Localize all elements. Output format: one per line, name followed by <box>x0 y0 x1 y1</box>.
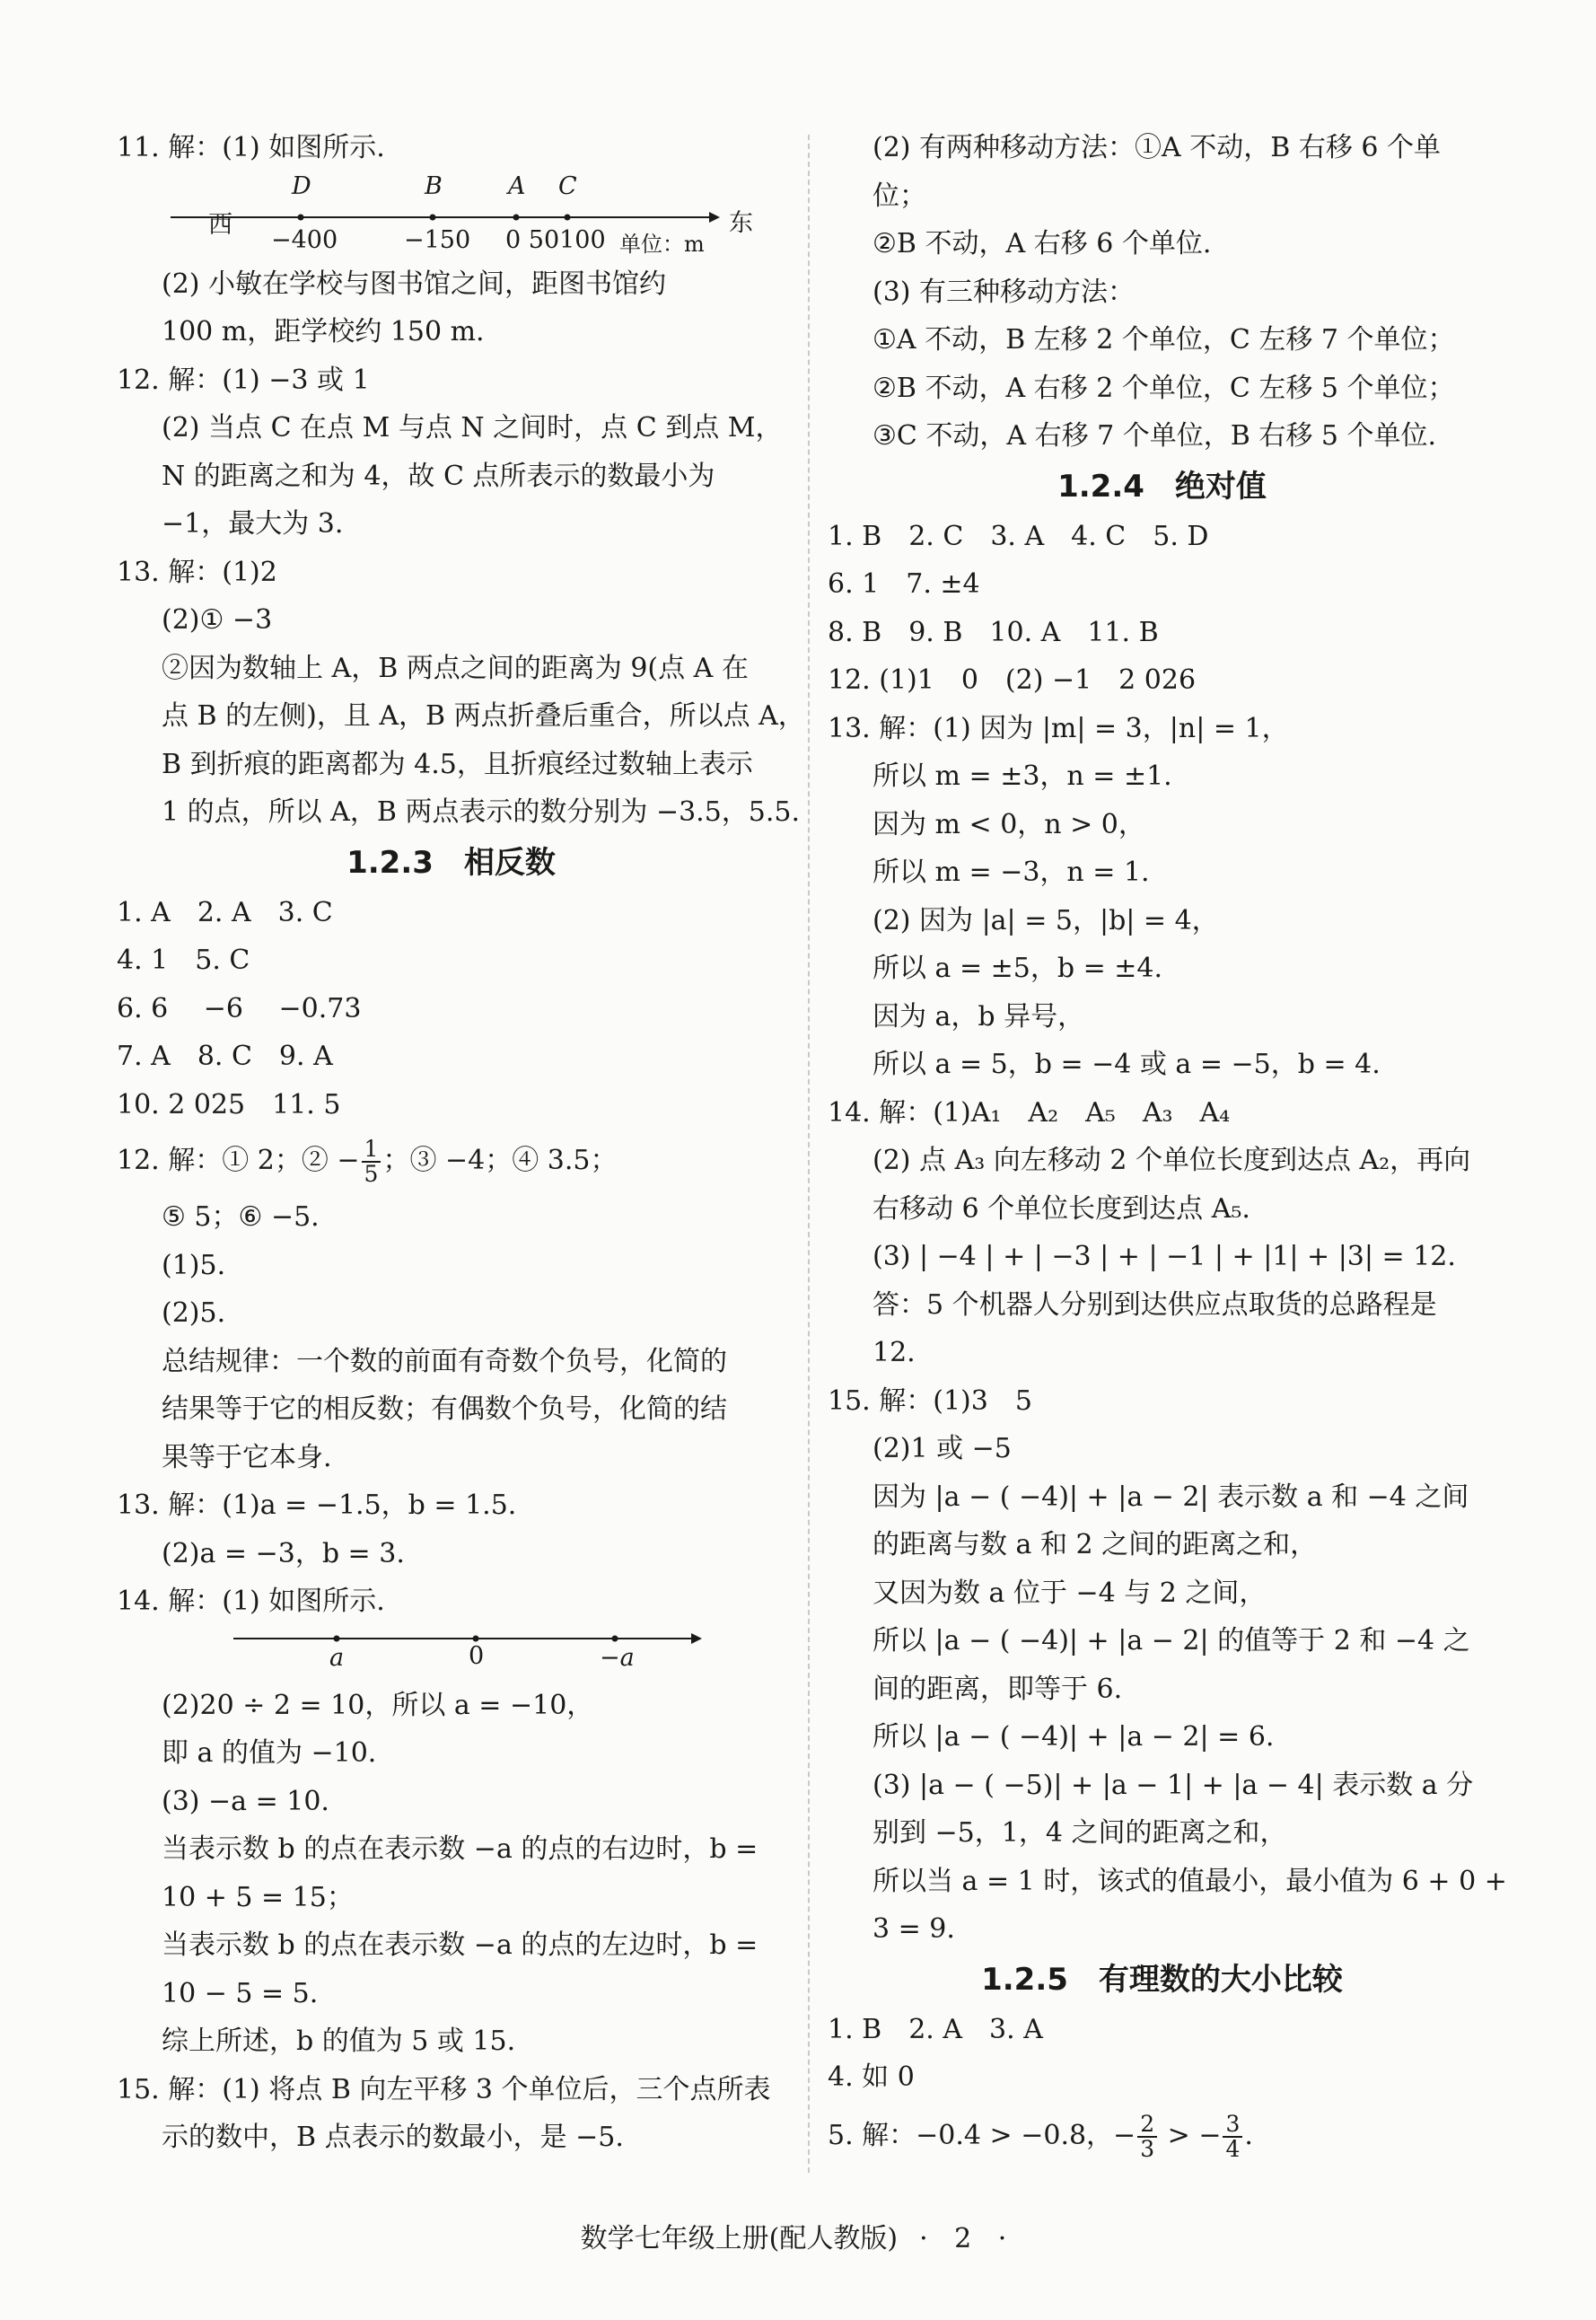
q15r-line: 所以当 a = 1 时，该式的值最小，最小值为 6 + 0 + <box>873 1865 1507 1897</box>
q13r-line: 所以 m = −3，n = 1. <box>873 857 1150 888</box>
q13r-line: (2) 因为 |a| = 5，|b| = 4， <box>873 904 1219 936</box>
q14-line: 10 − 5 = 5. <box>162 1977 319 2009</box>
fraction-numerator: 3 <box>1223 2113 1242 2138</box>
answer-line: 4. 1 5. C <box>117 945 250 976</box>
q15r-line: 又因为数 a 位于 −4 与 2 之间， <box>873 1577 1267 1609</box>
q5-prefix: 5. 解：−0.4 > −0.8，− <box>828 2119 1136 2151</box>
q15-continued-line: ③C 不动，A 右移 7 个单位，B 右移 5 个单位. <box>873 420 1437 452</box>
number-line-14 <box>117 1626 785 1682</box>
fraction-denominator: 5 <box>364 1161 379 1187</box>
q13-line: 1 的点，所以 A，B 两点表示的数分别为 −3.5，5.5. <box>162 796 801 828</box>
point-d-label: D <box>292 171 311 200</box>
q14-line: (3) −a = 10. <box>162 1785 329 1817</box>
answer-line: 1. B 2. A 3. A <box>828 2013 1043 2045</box>
q14-line: 当表示数 b 的点在表示数 −a 的点的左边时，b = <box>162 1929 759 1961</box>
q15-continued-line: (3) 有三种移动方法： <box>873 276 1136 308</box>
answer-line: 7. A 8. C 9. A <box>117 1041 333 1072</box>
point-c-label: C <box>558 171 577 200</box>
left-column <box>117 124 805 2162</box>
answer-line: 1. B 2. C 3. A 4. C 5. D <box>828 520 1209 552</box>
q14-line: 即 a 的值为 −10. <box>162 1737 377 1769</box>
west-label: 西 <box>208 210 232 239</box>
q15r-line: (2)1 或 −5 <box>873 1433 1012 1464</box>
answer-line: 6. 6 −6 −0.73 <box>117 992 362 1024</box>
q12b-line: ⑤ 5；⑥ −5. <box>162 1201 320 1233</box>
q12b-line <box>117 1129 785 1193</box>
q14-line: 14. 解：(1) 如图所示. <box>117 1586 385 1617</box>
q15-continued-line: ②B 不动，A 右移 6 个单位. <box>873 228 1212 259</box>
q12-line: (2) 当点 C 在点 M 与点 N 之间时，点 C 到点 M， <box>162 412 783 444</box>
q14-line: (2)20 ÷ 2 = 10，所以 a = −10， <box>162 1689 594 1721</box>
q13r-line: 所以 a = 5，b = −4 或 a = −5，b = 4. <box>873 1049 1381 1080</box>
point-b-label: B <box>425 171 443 200</box>
q12b-suffix: ；③ −4；④ 3.5； <box>382 1145 618 1176</box>
q15-continued-line: 位； <box>873 180 926 212</box>
q14-line: 10 + 5 = 15； <box>162 1881 354 1913</box>
q13-line: 13. 解：(1)2 <box>117 556 277 588</box>
q15r-line: (3) |a − ( −5)| + |a − 1| + |a − 4| 表示数 a 分 <box>873 1769 1474 1801</box>
answer-line: 8. B 9. B 10. A 11. B <box>828 616 1159 648</box>
fraction-numerator: 1 <box>362 1138 381 1163</box>
q12b-line: (1)5. <box>162 1249 226 1281</box>
unit-label: 单位：m <box>619 231 705 257</box>
q12-line: −1，最大为 3. <box>162 508 344 540</box>
fraction-two-thirds <box>1137 2110 1157 2162</box>
q13-line: (2)① −3 <box>162 604 273 636</box>
page-footer <box>0 2216 1596 2255</box>
q13r-line: 所以 m = ±3，n = ±1. <box>873 760 1172 792</box>
q15r-line: 因为 |a − ( −4)| + |a − 2| 表示数 a 和 −4 之间 <box>873 1481 1469 1513</box>
q13r-line: 因为 m < 0，n > 0， <box>873 808 1145 840</box>
fraction-numerator: 2 <box>1137 2113 1157 2138</box>
number-line-figure-11 <box>117 172 785 260</box>
tick-minus400: −400 <box>271 225 338 254</box>
answer-line: 6. 1 7. ±4 <box>828 568 980 600</box>
q13-line: ②因为数轴上 A，B 两点之间的距离为 9(点 A 在 <box>162 652 749 684</box>
q15r-line: 所以 |a − ( −4)| + |a − 2| 的值等于 2 和 −4 之 <box>873 1625 1470 1657</box>
answer-line: 10. 2 025 11. 5 <box>117 1088 341 1120</box>
fraction-three-quarters <box>1223 2110 1242 2162</box>
q12b-line: 总结规律：一个数的前面有奇数个负号，化简的 <box>162 1345 727 1377</box>
q15r-line: 别到 −5，1，4 之间的距离之和， <box>873 1817 1287 1849</box>
q14-line: 当表示数 b 的点在表示数 −a 的点的右边时，b = <box>162 1833 759 1865</box>
q12b-line: 果等于它本身. <box>162 1441 332 1473</box>
column-divider <box>808 135 810 2173</box>
q15-line: 15. 解：(1) 将点 B 向左平移 3 个单位后，三个点所表 <box>117 2073 771 2105</box>
q5-suffix: . <box>1244 2119 1253 2151</box>
tick-minus150: −150 <box>404 225 471 254</box>
answer-line: 1. A 2. A 3. C <box>117 896 333 928</box>
q13b-line: 13. 解：(1)a = −1.5，b = 1.5. <box>117 1490 517 1521</box>
section-heading-1-2-5: 1.2.5 有理数的大小比较 <box>981 1961 1343 1998</box>
origin-label: 0 <box>469 1641 485 1670</box>
right-column <box>828 124 1507 2170</box>
footer-book-title: 数学七年级上册(配人教版) <box>580 2223 899 2254</box>
fraction-denominator: 4 <box>1225 2135 1241 2162</box>
point-a-label: A <box>508 171 526 200</box>
fraction-denominator: 3 <box>1140 2135 1155 2162</box>
tick-0-50-100: 0 50100 <box>505 225 606 254</box>
q14r-line: 14. 解：(1)A₁ A₂ A₅ A₃ A₄ <box>828 1096 1231 1129</box>
q11-line: (2) 小敏在学校与图书馆之间，距图书馆约 <box>162 268 667 300</box>
q5-line <box>828 2102 1496 2170</box>
q14r-line: (2) 点 A₃ 向左移动 2 个单位长度到达点 A₂，再向 <box>873 1145 1471 1176</box>
q11-line: 11. 解：(1) 如图所示. <box>117 132 385 163</box>
q13-line: 点 B 的左侧)，且 A，B 两点折叠后重合，所以点 A， <box>162 700 805 732</box>
fraction-one-fifth <box>362 1138 381 1186</box>
q13r-line: 所以 a = ±5，b = ±4. <box>873 953 1163 984</box>
q12b-line: 结果等于它的相反数；有偶数个负号，化简的结 <box>162 1393 727 1425</box>
section-heading-1-2-4: 1.2.4 绝对值 <box>1057 468 1267 505</box>
q14r-line: 12. <box>873 1337 916 1368</box>
q15-line: 示的数中，B 点表示的数最小，是 −5. <box>162 2122 624 2153</box>
q13r-line: 因为 a，b 异号， <box>873 1000 1085 1033</box>
q15-continued-line: ①A 不动，B 左移 2 个单位，C 左移 7 个单位； <box>873 324 1455 356</box>
q12-line: N 的距离之和为 4，故 C 点所表示的数最小为 <box>162 460 715 492</box>
q13r-line: 13. 解：(1) 因为 |m| = 3，|n| = 1， <box>828 712 1289 744</box>
answer-line: 12. (1)1 0 (2) −1 2 026 <box>828 664 1197 696</box>
q12b-prefix: 12. 解：① 2；② − <box>117 1145 360 1176</box>
answer-line: 4. 如 0 <box>828 2061 915 2093</box>
section-heading-1-2-3: 1.2.3 相反数 <box>346 844 556 881</box>
q14-line: 综上所述，b 的值为 5 或 15. <box>162 2026 516 2057</box>
q15-continued-line: (2) 有两种移动方法：①A 不动，B 右移 6 个单 <box>873 132 1441 163</box>
q15r-line: 的距离与数 a 和 2 之间的距离之和， <box>873 1529 1318 1560</box>
page-number: · 2 · <box>919 2223 1016 2254</box>
q15r-line: 15. 解：(1)3 5 <box>828 1384 1032 1417</box>
number-line-figure-14 <box>117 1626 785 1682</box>
q12b-line: (2)5. <box>162 1297 226 1329</box>
q11-line: 100 m，距学校约 150 m. <box>162 316 485 347</box>
q13-line: B 到折痕的距离都为 4.5，且折痕经过数轴上表示 <box>162 748 753 780</box>
q14r-line: (3) | −4 | + | −3 | + | −1 | + |1| + |3| = 12. <box>873 1241 1456 1272</box>
east-label: 东 <box>729 208 753 237</box>
q14r-line: 右移动 6 个单位长度到达点 A₅. <box>873 1192 1250 1225</box>
q12-line: 12. 解：(1) −3 或 1 <box>117 364 370 396</box>
q14r-line: 答：5 个机器人分别到达供应点取货的总路程是 <box>873 1288 1437 1321</box>
q15-continued-line: ②B 不动，A 右移 2 个单位，C 左移 5 个单位； <box>873 372 1455 404</box>
point-neg-a-label: −a <box>600 1643 635 1672</box>
point-a-label: a <box>329 1643 345 1672</box>
q15r-line: 3 = 9. <box>873 1913 955 1945</box>
q15r-line: 间的距离，即等于 6. <box>873 1673 1123 1705</box>
q13b-line: (2)a = −3，b = 3. <box>162 1537 405 1569</box>
q15r-line: 所以 |a − ( −4)| + |a − 2| = 6. <box>873 1721 1275 1753</box>
q5-middle: > − <box>1159 2119 1222 2151</box>
